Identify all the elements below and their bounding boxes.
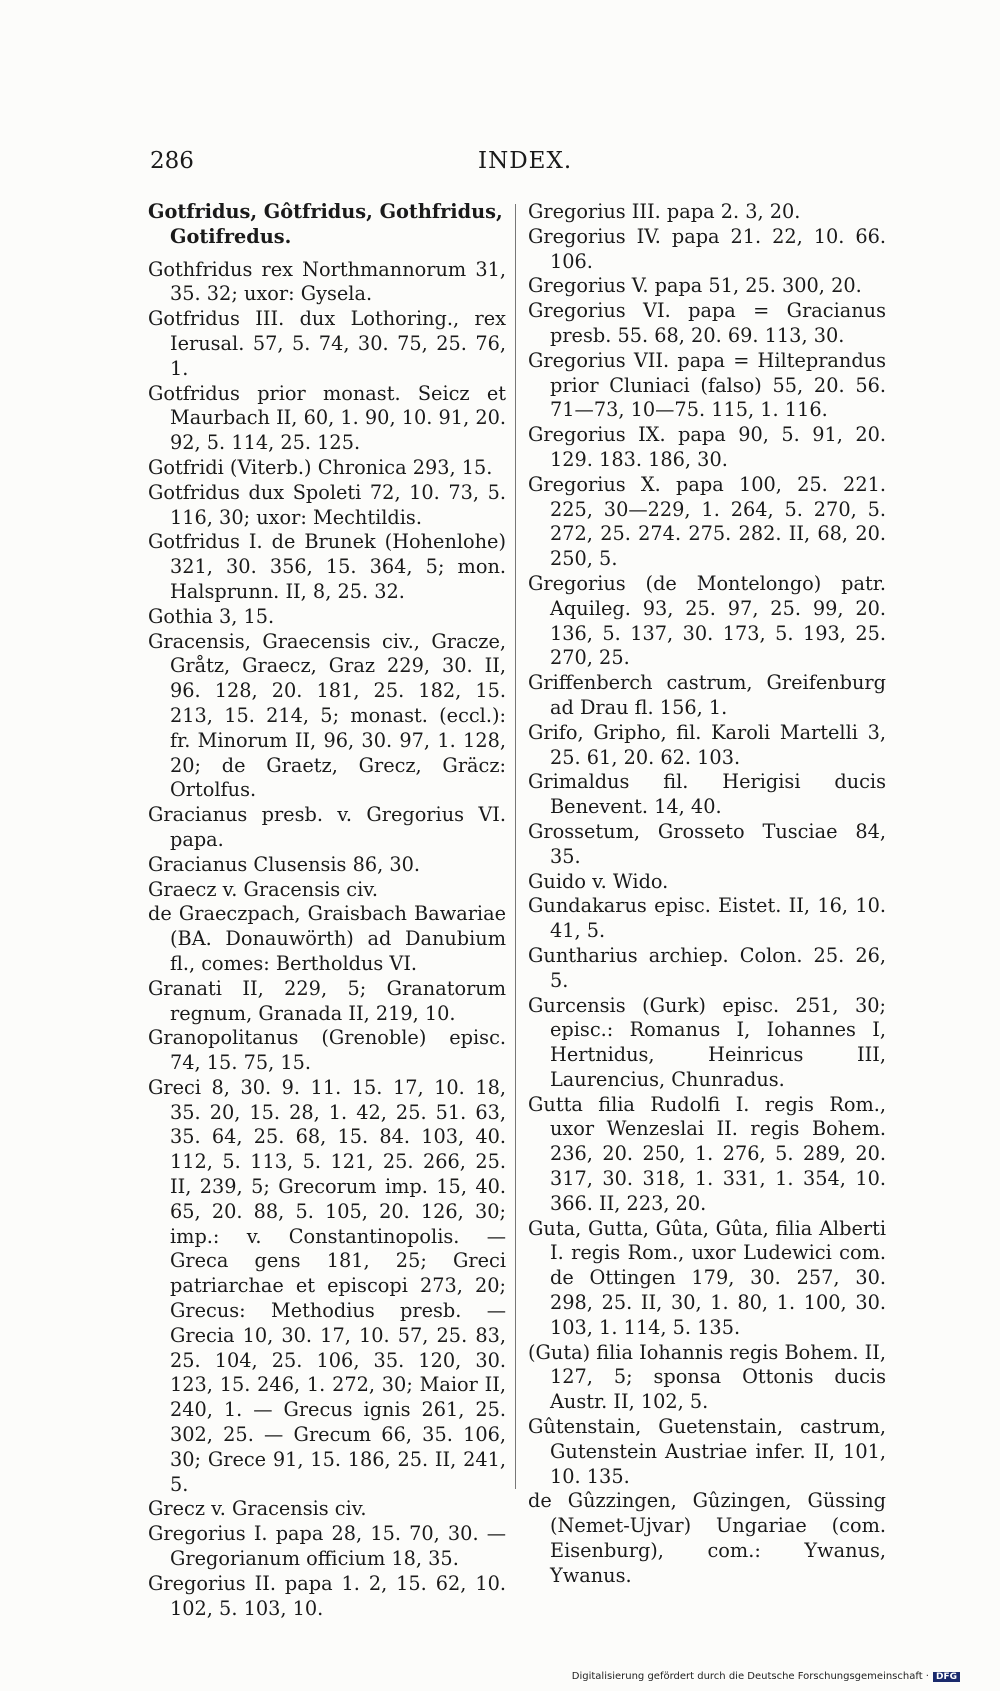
footer-credit <box>572 1671 960 1682</box>
index-entry: Gotfridus prior monast. Seicz et Maurbach II, 60, 1. 90, 10. 91, 20. 92, 5. 114, 25. 125. <box>148 381 506 455</box>
index-entry: de Gûzzingen, Gûzingen, Güssing (Nemet-Ujvar) Ungariae (com. Eisenburg), com.: Ywanus, Ywanus. <box>528 1489 886 1587</box>
index-entry: Gotfridus III. dux Lothoring., rex Ierusal. 57, 5. 74, 30. 75, 25. 76, 1. <box>148 307 506 380</box>
index-entry: Greci 8, 30. 9. 11. 15. 17, 10. 18, 35. 20, 15. 28, 1. 42, 25. 51. 63, 35. 64, 25. 68, 15. 84. 103, 40. 112, 5. 113, 5. 121, 25. 266, 25. II, 239, 5; Grecorum imp. 15, 40. 65, 20. 88, 5. 105, 20. 126, 30; imp.: v. Constantinopolis. — Greca gens 181, 25; Greci patriarchae et episcopi 273, 20; Grecus: Methodius presb. — Grecia 10, 30. 17, 10. 57, 25. 83, 25. 104, 25. 106, 35. 120, 30. 123, 15. 246, 1. 272, 30; Maior II, 240, 1. — Grecus ignis 261, 25. 302, 25. — Grecum 66, 35. 106, 30; Grece 91, 15. 186, 25. II, 241, 5. <box>148 1075 506 1496</box>
index-heading: Gotfridus, Gôtfridus, Gothfridus, Gotifredus. <box>148 200 503 248</box>
index-entry: Gracianus presb. v. Gregorius VI. papa. <box>148 803 506 851</box>
index-entry: Gregorius IX. papa 90, 5. 91, 20. 129. 183. 186, 30. <box>528 423 886 471</box>
index-entry: Grecz v. Gracensis civ. <box>148 1497 367 1521</box>
index-entry: Granopolitanus (Grenoble) episc. 74, 15. 75, 15. <box>148 1026 506 1075</box>
footer-text: Digitalisierung gefördert durch die Deutsche Forschungsgemeinschaft · <box>571 1671 929 1682</box>
running-head: INDEX. <box>478 148 573 174</box>
index-entry: Gregorius III. papa 2. 3, 20. <box>528 200 801 223</box>
index-entry: Grossetum, Grosseto Tusciae 84, 35. <box>528 819 886 868</box>
index-entry: Gregorius I. papa 28, 15. 70, 30. — Gregorianum officium 18, 35. <box>148 1522 506 1571</box>
index-entry: Gracensis, Graecensis civ., Gracze, Gråtz, Graecz, Graz 229, 30. II, 96. 128, 20. 181, 25. 182, 15. 213, 15. 214, 5; monast. (eccl.): fr. Minorum II, 96, 30. 97, 1. 128, 20; de Graetz, Grecz, Gräcz: Ortolfus. <box>148 629 506 802</box>
index-entry: Guntharius archiep. Colon. 25. 26, 5. <box>528 943 886 992</box>
index-column-right <box>528 200 886 1589</box>
index-entry: Gregorius VI. papa = Gracianus presb. 55. 68, 20. 69. 113, 30. <box>528 299 886 347</box>
index-column-left <box>148 200 506 1621</box>
index-entry: Gotfridi (Viterb.) Chronica 293, 15. <box>148 455 493 479</box>
index-entry: Guido v. Wido. <box>528 869 669 893</box>
dfg-logo: DFG <box>933 1672 960 1682</box>
index-entry: Granati II, 229, 5; Granatorum regnum, Granada II, 219, 10. <box>148 976 506 1025</box>
index-entry: Grimaldus fil. Herigisi ducis Benevent. 14, 40. <box>528 770 886 819</box>
index-entry: Gothfridus rex Northmannorum 31, 35. 32; uxor: Gysela. <box>148 257 506 306</box>
page-number: 286 <box>150 148 194 174</box>
index-entry: de Graeczpach, Graisbach Bawariae (BA. Donauwörth) ad Danubium fl., comes: Bertholdus VI. <box>148 902 506 975</box>
index-entry: Gotfridus dux Spoleti 72, 10. 73, 5. 116, 30; uxor: Mechtildis. <box>148 480 506 529</box>
index-entry: Gregorius IV. papa 21. 22, 10. 66. 106. <box>528 224 886 273</box>
index-entry: Gregorius X. papa 100, 25. 221. 225, 30—229, 1. 264, 5. 270, 5. 272, 25. 274. 275. 282. II, 68, 20. 250, 5. <box>528 472 886 571</box>
index-entry: (Guta) filia Iohannis regis Bohem. II, 127, 5; sponsa Ottonis ducis Austr. II, 102, 5. <box>528 1340 886 1414</box>
index-entry: Gotfridus I. de Brunek (Hohenlohe) 321, 30. 356, 15. 364, 5; mon. Halsprunn. II, 8, 25. 32. <box>148 530 506 603</box>
index-entry: Gûtenstain, Guetenstain, castrum, Gutenstein Austriae infer. II, 101, 10. 135. <box>528 1415 886 1488</box>
index-entry: Gregorius V. papa 51, 25. 300, 20. <box>528 274 862 298</box>
column-divider <box>515 204 516 1489</box>
index-entry: Gurcensis (Gurk) episc. 251, 30; episc.: Romanus I, Iohannes I, Hertnidus, Heinricus III, Laurencius, Chunradus. <box>528 993 886 1091</box>
index-entry: Gracianus Clusensis 86, 30. <box>148 852 421 876</box>
index-entry: Gutta filia Rudolfi I. regis Rom., uxor Wenzeslai II. regis Bohem. 236, 20. 250, 1. 276, 5. 289, 20. 317, 30. 318, 1. 331, 1. 354, 10. 366. II, 223, 20. <box>528 1092 886 1215</box>
index-entry: Guta, Gutta, Gûta, Gûta, filia Alberti I. regis Rom., uxor Ludewici com. de Ottingen 179, 30. 257, 30. 298, 25. II, 30, 1. 80, 1. 100, 30. 103, 1. 114, 5. 135. <box>528 1216 886 1339</box>
index-entry: Gundakarus episc. Eistet. II, 16, 10. 41, 5. <box>528 894 886 943</box>
index-entry: Gregorius (de Montelongo) patr. Aquileg. 93, 25. 97, 25. 99, 20. 136, 5. 137, 30. 173, 5. 193, 25. 270, 25. <box>528 571 886 670</box>
index-entry: Grifo, Gripho, fil. Karoli Martelli 3, 25. 61, 20. 62. 103. <box>528 720 886 769</box>
index-entry: Gothia 3, 15. <box>148 604 275 628</box>
index-entry: Griffenberch castrum, Greifenburg ad Drau fl. 156, 1. <box>528 671 886 719</box>
index-entry: Graecz v. Gracensis civ. <box>148 877 378 901</box>
index-entry: Gregorius VII. papa = Hilteprandus prior Cluniaci (falso) 55, 20. 56. 71—73, 10—75. 115, 1. 116. <box>528 348 886 422</box>
index-entry: Gregorius II. papa 1. 2, 15. 62, 10. 102, 5. 103, 10. <box>148 1571 506 1620</box>
